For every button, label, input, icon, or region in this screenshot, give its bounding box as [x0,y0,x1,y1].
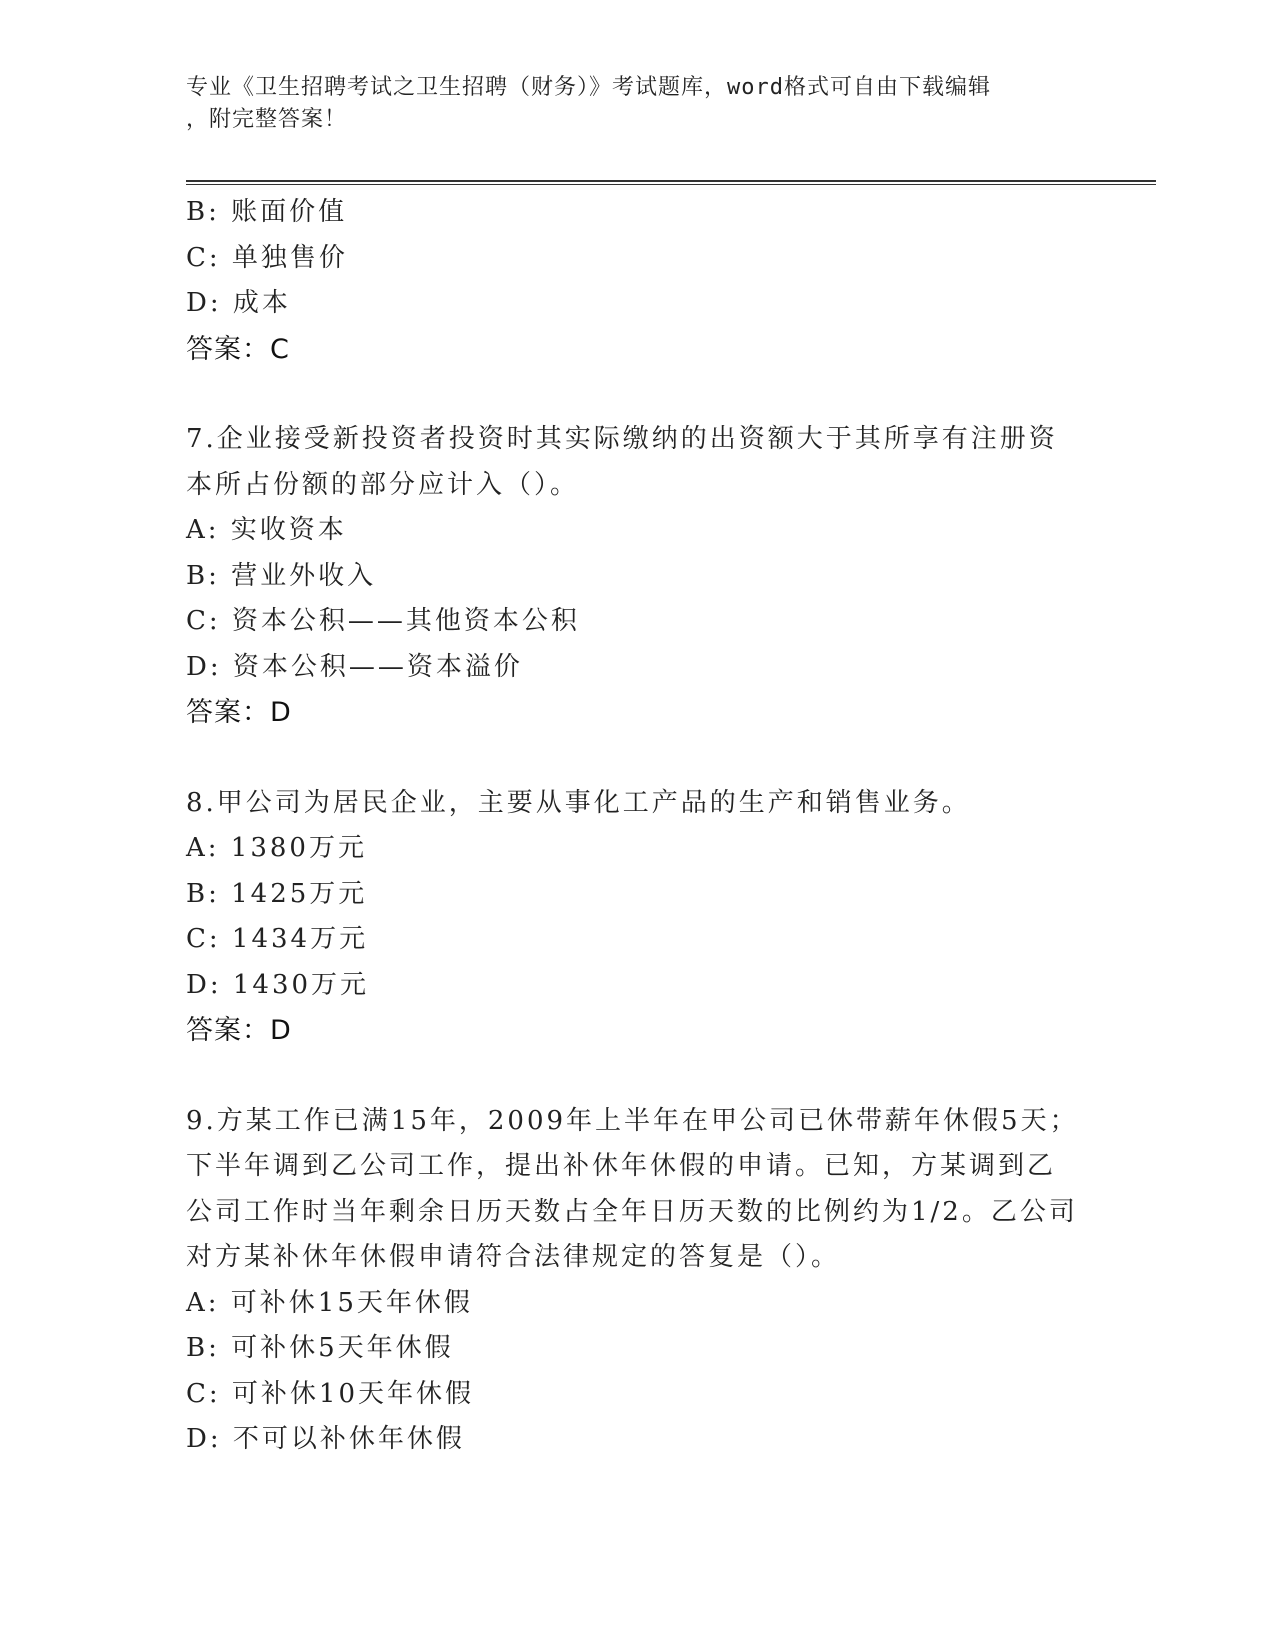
document-header [186,72,1086,136]
option-b: B: 账面价值 [186,197,348,227]
answer: 答案：C [186,333,290,365]
option-b: B: 营业外收入 [186,560,377,591]
header-rule-thin [186,184,1156,185]
question-text: 9.方某工作已满15年，2009年上半年在甲公司已休带薪年休假5天； 下半年调到乙公司工作，提出补休年休假的申请。已知，方某调到乙 公司工作时当年剩余日历天数占全年日历天数的比例约为1/2。乙公司 对方某补休年休假申请符合法律规定的答复是（）。 [186,1105,1079,1272]
option-a: A: 实收资本 [186,515,347,545]
option-a: A: 1380万元 [186,833,367,863]
question-list [186,190,1086,1463]
answer: 答案：D [186,1015,292,1046]
option-c: C: 1434万元 [186,924,369,954]
header-line-2: ，附完整答案！ [186,107,348,132]
option-d: D: 成本 [186,288,291,318]
option-b: B: 1425万元 [186,878,368,909]
answer: 答案：D [186,697,292,728]
question-block-8 [186,781,1086,1054]
option-a: A: 可补休15天年休假 [186,1287,473,1318]
question-text: 7.企业接受新投资者投资时其实际缴纳的出资额大于其所享有注册资 本所占份额的部分应计入（）。 [186,424,1058,500]
question-block-continued [186,190,1086,372]
header-line-1: 专业《卫生招聘考试之卫生招聘（财务）》考试题库，word格式可自由下载编辑 [186,75,991,100]
option-c: C: 可补休10天年休假 [186,1378,475,1409]
option-d: D: 1430万元 [186,969,370,1000]
option-b: B: 可补休5天年休假 [186,1333,454,1363]
option-d: D: 不可以补休年休假 [186,1424,465,1454]
option-d: D: 资本公积——资本溢价 [186,651,523,682]
question-text: 8.甲公司为居民企业，主要从事化工产品的生产和销售业务。 [186,787,971,818]
question-block-7 [186,417,1086,736]
question-block-9 [186,1099,1086,1463]
option-c: C: 资本公积——其他资本公积 [186,606,580,636]
option-c: C: 单独售价 [186,242,348,273]
header-rule-thick [186,180,1156,182]
